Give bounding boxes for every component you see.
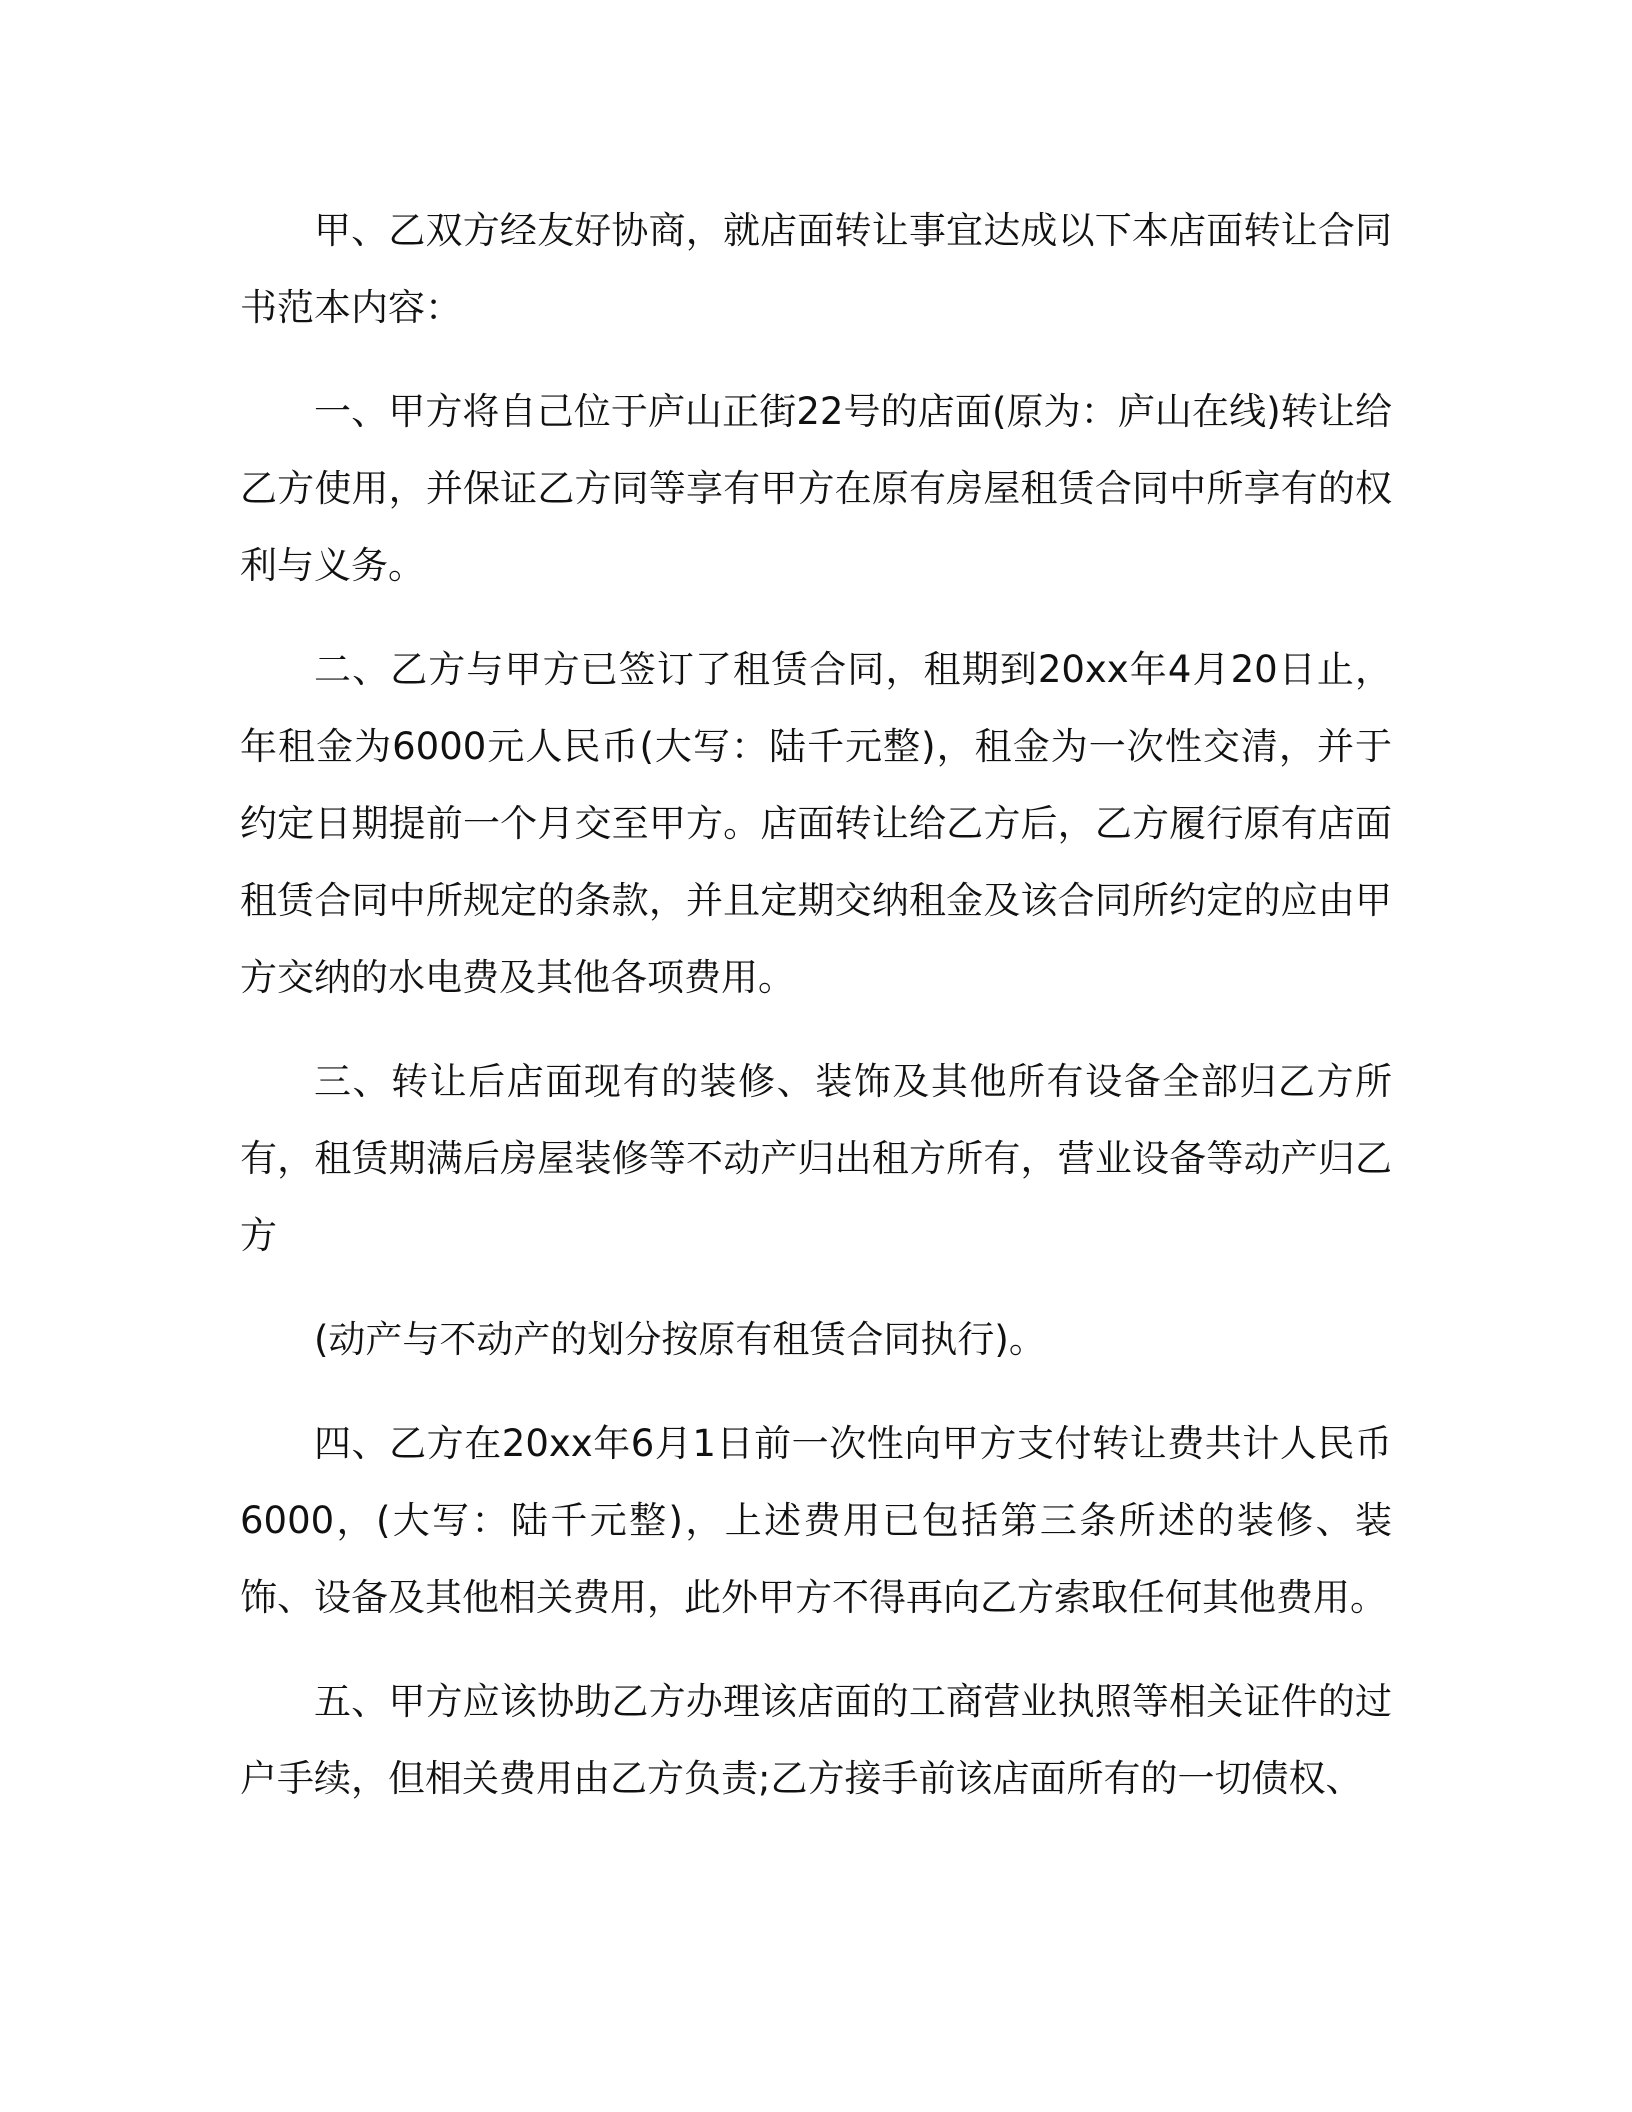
- paragraph-intro: 甲、乙双方经友好协商，就店面转让事宜达成以下本店面转让合同书范本内容：: [240, 209, 1392, 329]
- paragraph-clause-2: 二、乙方与甲方已签订了租赁合同，租期到20xx年4月20日止，年租金为6000元人民币(大写：陆千元整)，租金为一次性交清，并于约定日期提前一个月交至甲方。店面转让给乙方后，乙方履行原有店面租赁合同中所规定的条款，并且定期交纳租金及该合同所约定的应由甲方交纳的水电费及其他各项费用。: [240, 648, 1392, 999]
- paragraph-clause-3: 三、转让后店面现有的装修、装饰及其他所有设备全部归乙方所有，租赁期满后房屋装修等不动产归出租方所有，营业设备等动产归乙方: [240, 1060, 1392, 1257]
- paragraph-clause-5: 五、甲方应该协助乙方办理该店面的工商营业执照等相关证件的过户手续，但相关费用由乙方负责;乙方接手前该店面所有的一切债权、: [240, 1680, 1392, 1800]
- paragraph-clause-3-note: (动产与不动产的划分按原有租赁合同执行)。: [314, 1318, 1046, 1361]
- paragraph-clause-4: 四、乙方在20xx年6月1日前一次性向甲方支付转让费共计人民币6000，(大写：陆千元整)，上述费用已包括第三条所述的装修、装饰、设备及其他相关费用，此外甲方不得再向乙方索取任何其他费用。: [240, 1422, 1392, 1619]
- document-body: [240, 192, 1392, 1844]
- paragraph-clause-1: 一、甲方将自己位于庐山正街22号的店面(原为：庐山在线)转让给乙方使用，并保证乙方同等享有甲方在原有房屋租赁合同中所享有的权利与义务。: [240, 390, 1392, 587]
